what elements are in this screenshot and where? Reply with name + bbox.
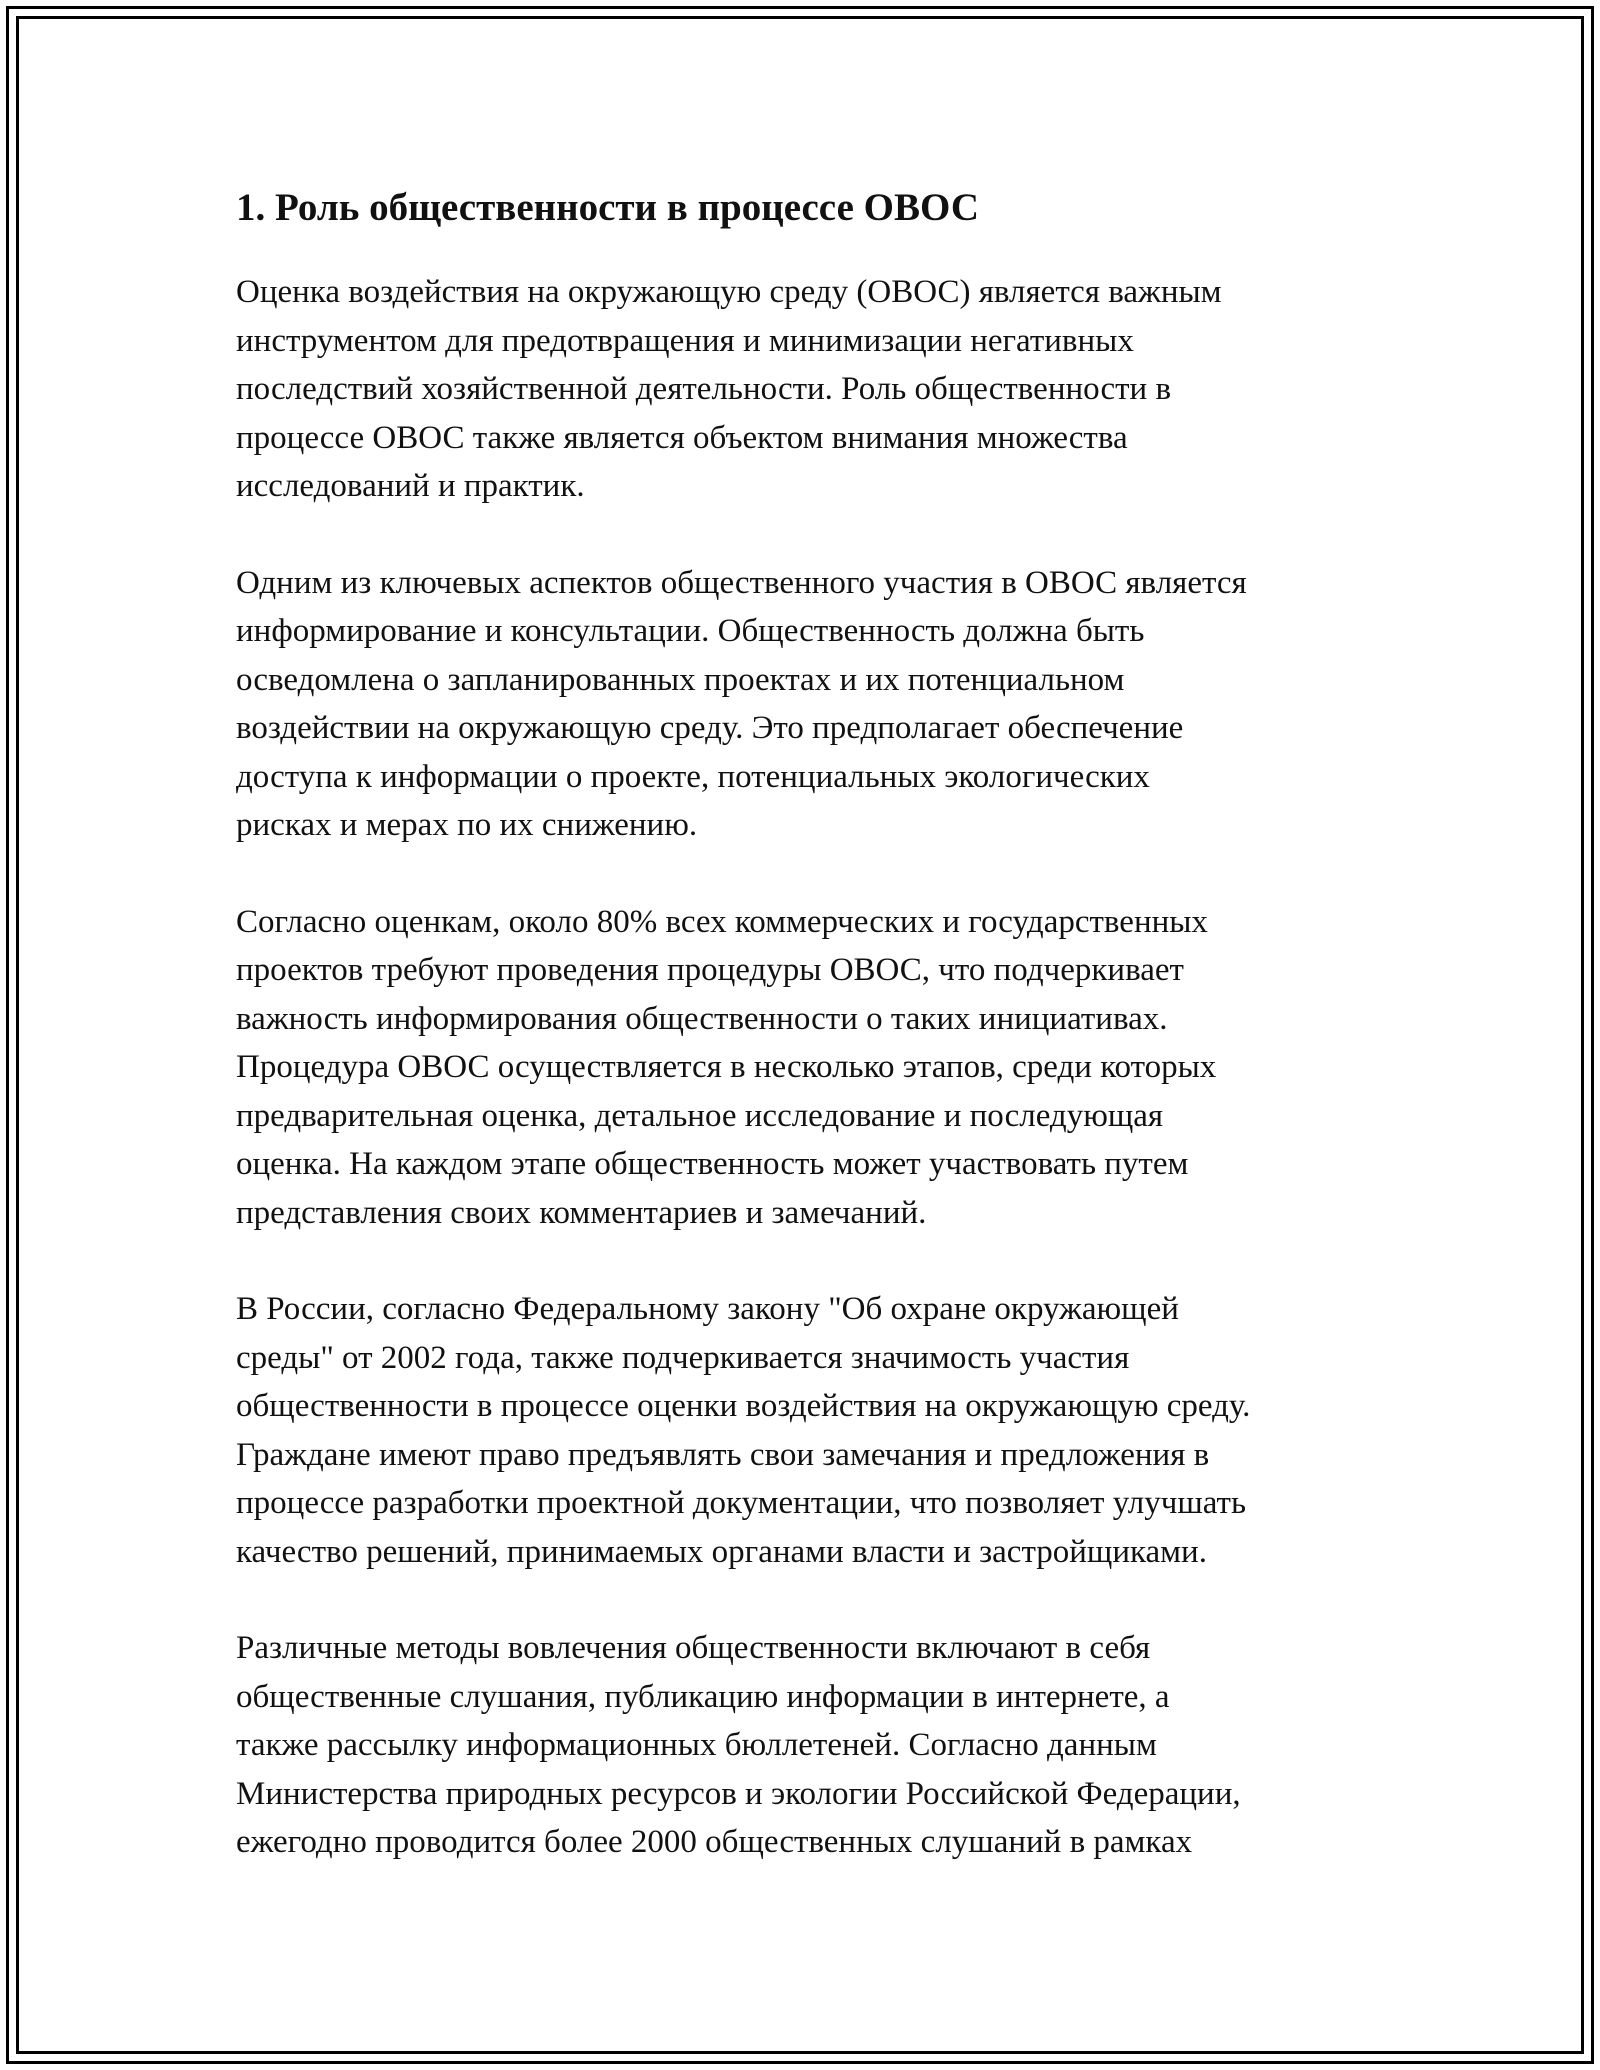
text-line: проектов требуют проведения процедуры ОВОС, что подчеркивает	[236, 952, 1184, 988]
section-heading: 1. Роль общественности в процессе ОВОС	[236, 186, 979, 229]
text-line: воздействии на окружающую среду. Это предполагает обеспечение	[236, 710, 1184, 746]
text-line: Процедура ОВОС осуществляется в несколько этапов, среди которых	[236, 1049, 1217, 1085]
paragraph-3	[236, 898, 1376, 1238]
text-line: доступа к информации о проекте, потенциальных экологических	[236, 758, 1150, 795]
text-line: качество решений, принимаемых органами власти и застройщиками.	[236, 1533, 1207, 1570]
text-line: инструментом для предотвращения и минимизации негативных	[236, 322, 1134, 359]
paragraph-2	[236, 559, 1376, 850]
text-line: Различные методы вовлечения общественности включают в себя	[236, 1630, 1151, 1666]
text-line: представления своих комментариев и замечаний.	[236, 1194, 927, 1231]
document-body	[236, 180, 1376, 1915]
text-line: среды" от 2002 года, также подчеркивается значимость участия	[236, 1339, 1130, 1376]
text-line: информирование и консультации. Общественность должна быть	[236, 613, 1145, 649]
text-line: осведомлена о запланированных проектах и их потенциальном	[236, 661, 1125, 698]
text-line: процессе ОВОС также является объектом внимания множества	[236, 419, 1128, 456]
text-line: общественности в процессе оценки воздействия на окружающую среду.	[236, 1388, 1251, 1424]
paragraph-4	[236, 1285, 1376, 1576]
paragraph-5	[236, 1624, 1376, 1867]
text-line: Согласно оценкам, около 80% всех коммерческих и государственных	[236, 903, 1208, 940]
text-line: оценка. На каждом этапе общественность может участвовать путем	[236, 1146, 1189, 1182]
text-line: процессе разработки проектной документации, что позволяет улучшать	[236, 1485, 1246, 1521]
text-line: последствий хозяйственной деятельности. Роль общественности в	[236, 371, 1172, 407]
text-line: Одним из ключевых аспектов общественного участия в ОВОС является	[236, 564, 1247, 601]
text-line: В России, согласно Федеральному закону "Об охране окружающей	[236, 1291, 1179, 1327]
text-line: исследований и практик.	[236, 468, 585, 504]
text-line: Граждане имеют право предъявлять свои замечания и предложения в	[236, 1436, 1210, 1473]
text-line: ежегодно проводится более 2000 общественных слушаний в рамках	[236, 1824, 1193, 1860]
text-line: предварительная оценка, детальное исследование и последующая	[236, 1097, 1164, 1134]
text-line: также рассылку информационных бюллетеней. Согласно данным	[236, 1727, 1157, 1763]
text-line: важность информирования общественности о таких инициативах.	[236, 1000, 1168, 1037]
text-line: Министерства природных ресурсов и экологии Российской Федерации,	[236, 1775, 1241, 1812]
text-line: рисках и мерах по их снижению.	[236, 807, 698, 843]
paragraph-1	[236, 268, 1376, 511]
text-line: Оценка воздействия на окружающую среду (ОВОС) является важным	[236, 274, 1222, 310]
text-line: общественные слушания, публикацию информации в интернете, а	[236, 1678, 1170, 1715]
